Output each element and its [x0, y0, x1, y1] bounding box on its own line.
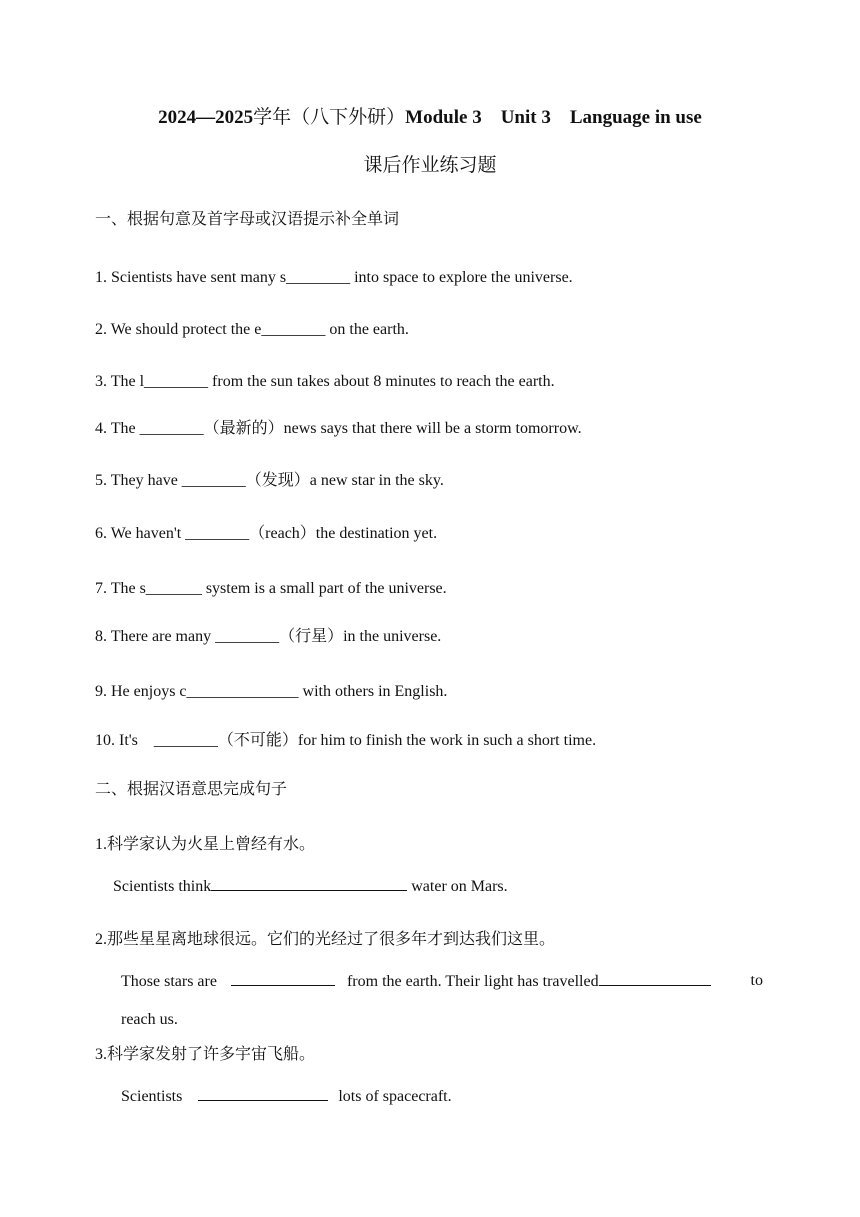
section1-heading: 一、根据句意及首字母或汉语提示补全单词: [95, 211, 400, 228]
question-3: 3. The l________ from the sun takes about 8 minutes to reach the earth.: [95, 373, 555, 390]
title-module: Module 3 Unit 3 Language in use: [405, 107, 702, 128]
title-grade: 学年（八下外研）: [253, 107, 406, 128]
section2-heading: 二、根据汉语意思完成句子: [95, 781, 288, 798]
question-10: 10. It's ________（不可能）for him to finish the work in such a short time.: [95, 732, 597, 749]
question-4: 4. The ________（最新的）news says that there will be a storm tomorrow.: [95, 420, 582, 437]
blank-2b[interactable]: [599, 971, 711, 986]
translation-2-part2: from the earth. Their light has travelled: [342, 973, 599, 990]
page-title: [0, 108, 860, 128]
translation-1-chinese: 1.科学家认为火星上曾经有水。: [95, 836, 316, 853]
blank-1[interactable]: [211, 876, 407, 891]
question-6: 6. We haven't ________（reach）the destination yet.: [95, 525, 438, 542]
blank-3[interactable]: [198, 1086, 328, 1101]
title-years: 2024—2025: [158, 107, 254, 128]
question-1: 1. Scientists have sent many s________ into space to explore the universe.: [95, 269, 573, 286]
question-7: 7. The s_______ system is a small part of the universe.: [95, 580, 447, 597]
translation-2-chinese: 2.那些星星离地球很远。它们的光经过了很多年才到达我们这里。: [95, 931, 556, 948]
translation-1-english: [113, 876, 508, 897]
translation-2-part1: Those stars are: [121, 973, 221, 990]
translation-2-english-line1: [121, 971, 763, 992]
translation-3-english: [121, 1086, 452, 1107]
question-8: 8. There are many ________（行星）in the universe.: [95, 628, 442, 645]
question-5: 5. They have ________（发现）a new star in the sky.: [95, 472, 444, 489]
translation-2-part3: to: [746, 972, 763, 989]
question-2: 2. We should protect the e________ on the earth.: [95, 321, 409, 338]
translation-3-before: Scientists: [121, 1088, 187, 1105]
translation-3-after: lots of spacecraft.: [334, 1088, 452, 1105]
blank-2a[interactable]: [231, 971, 335, 986]
translation-1-after: water on Mars.: [407, 878, 508, 895]
translation-3-chinese: 3.科学家发射了许多宇宙飞船。: [95, 1046, 316, 1063]
page-subtitle: 课后作业练习题: [363, 155, 497, 176]
translation-1-before: Scientists think: [113, 878, 212, 895]
question-9: 9. He enjoys c______________ with others in English.: [95, 683, 448, 700]
translation-2-english-line2: reach us.: [121, 1011, 178, 1028]
